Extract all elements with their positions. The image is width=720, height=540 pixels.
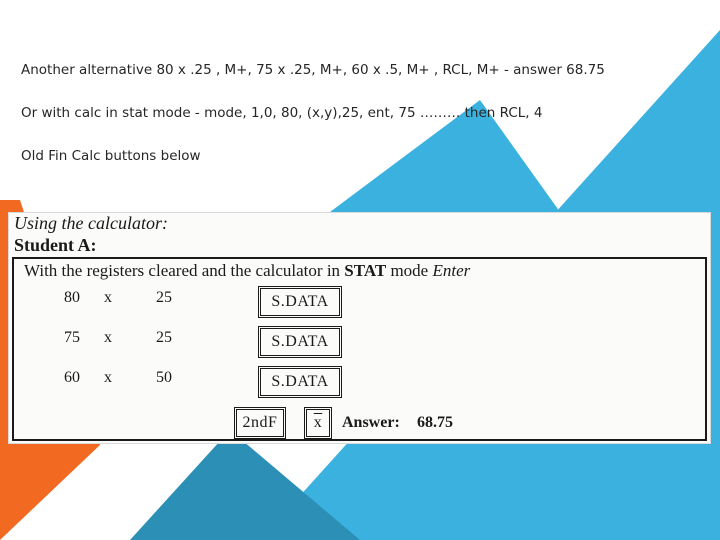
row3-value: 60 — [64, 369, 80, 386]
text-line-stat-mode: Or with calc in stat mode - mode, 1,0, 80, (x,y),25, ent, 75 ……… then RCL, 4 — [21, 105, 543, 121]
row1-value: 80 — [64, 289, 80, 306]
answer-value: 68.75 — [417, 414, 453, 431]
row1-weight: 25 — [156, 289, 172, 306]
instruction-text: With the registers cleared and the calculator in STAT mode Enter — [24, 261, 471, 280]
row3-weight: 50 — [156, 369, 172, 386]
row1-op: x — [104, 289, 112, 306]
scan-heading-student-a: Student A: — [14, 235, 97, 255]
instruction-box — [12, 257, 707, 441]
row2-op: x — [104, 329, 112, 346]
calculator-instructions-scan — [8, 212, 711, 444]
row3-op: x — [104, 369, 112, 386]
2ndf-key: 2ndF — [236, 409, 284, 437]
text-line-alternative: Another alternative 80 x .25 , M+, 75 x .25, M+, 60 x .5, M+ , RCL, M+ - answer 68.75 — [21, 62, 605, 78]
s-data-key-2: S.DATA — [260, 328, 340, 356]
answer-label: Answer: — [342, 414, 400, 431]
text-line-old-fin-calc: Old Fin Calc buttons below — [21, 148, 201, 164]
x-bar-key: $\overline{x}$ — [306, 409, 330, 437]
s-data-key-3: S.DATA — [260, 368, 340, 396]
row2-value: 75 — [64, 329, 80, 346]
row2-weight: 25 — [156, 329, 172, 346]
s-data-key-1: S.DATA — [260, 288, 340, 316]
scan-heading-using-calculator: Using the calculator: — [14, 213, 168, 233]
